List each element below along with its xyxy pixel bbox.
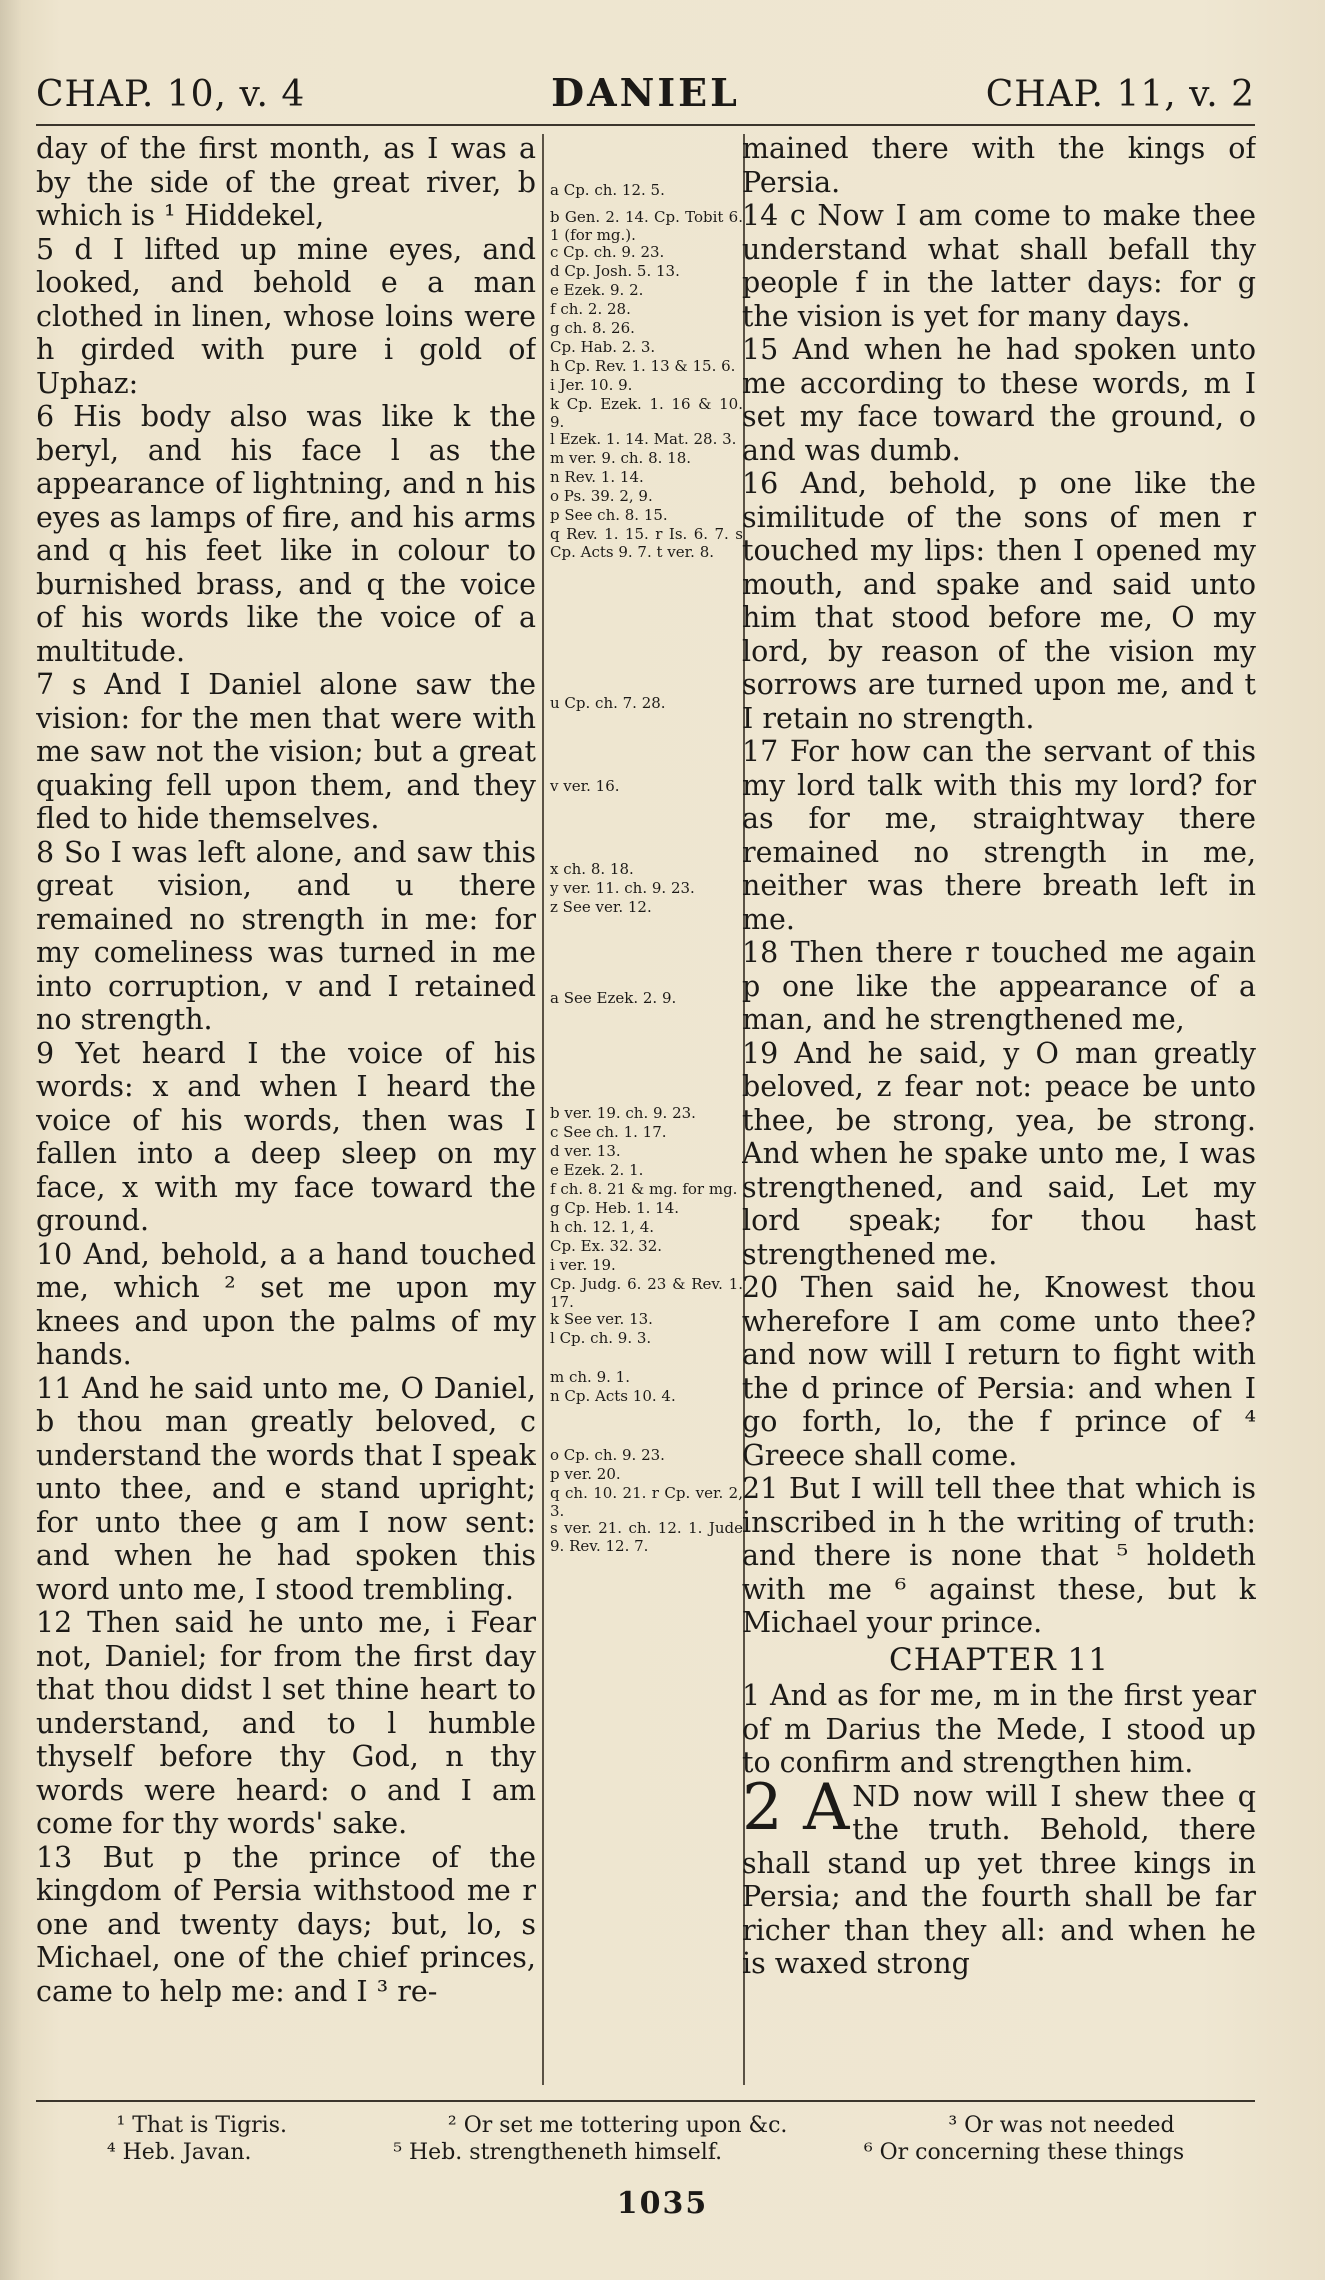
cross-ref: y ver. 11. ch. 9. 23.: [550, 879, 695, 897]
footnote-row: [36, 2112, 1255, 2139]
cross-ref: a Cp. ch. 12. 5.: [550, 181, 665, 199]
header-rule: [36, 124, 1255, 126]
verse-text: 11 And he said unto me, O Daniel, b thou man greatly beloved, c understand the words that I speak unto thee, and e stand upright; for unto thee g am I now sent: and when he had spoken this word unto me, I stood trembling.: [36, 1371, 536, 1606]
verse-text: 6 His body also was like k the beryl, and his face l as the appearance of lightning, and n his eyes as lamps of fire, and his arms and q his feet like in colour to burnished brass, and q the voice of his words like the voice of a multitude.: [36, 400, 536, 668]
cross-ref: h ch. 12. 1, 4.: [550, 1218, 655, 1236]
header-left-ref: CHAP. 10, v. 4: [36, 74, 306, 115]
cross-ref: z See ver. 12.: [550, 898, 652, 916]
cross-ref: g ch. 8. 26.: [550, 319, 635, 337]
cross-ref: k Cp. Ezek. 1. 16 & 10. 9.: [550, 395, 743, 431]
cross-ref: m ver. 9. ch. 8. 18.: [550, 449, 692, 467]
chapter-heading: CHAPTER 11: [889, 1641, 1109, 1678]
verse-text: mained there with the kings of Persia.: [742, 132, 1256, 199]
verse-text: 21 But I will tell thee that which is inscribed in h the writing of truth: and there is none that ⁵ holdeth with me ⁶ against these, but k Michael your prince.: [742, 1472, 1256, 1639]
cross-ref: m ch. 9. 1.: [550, 1368, 630, 1386]
right-text-column: [742, 132, 1256, 2088]
cross-ref: v ver. 16.: [550, 777, 620, 795]
verse-text: 20 Then said he, Knowest thou wherefore I am come unto thee? and now will I return to fight with the d prince of Persia: and when I go forth, lo, the f prince of ⁴ Greece shall come.: [742, 1271, 1256, 1472]
footnote: ² Or set me tottering upon &c.: [447, 2113, 788, 2138]
footnote-rule: [36, 2100, 1255, 2102]
cross-ref: i ver. 19.: [550, 1256, 616, 1274]
cross-ref: n Cp. Acts 10. 4.: [550, 1387, 676, 1405]
footnote: ³ Or was not needed: [948, 2113, 1175, 2138]
page-number: 1035: [616, 2186, 709, 2221]
verse-text: [742, 1770, 1256, 1981]
cross-ref: o Ps. 39. 2, 9.: [550, 487, 653, 505]
footnote: ⁴ Heb. Javan.: [106, 2140, 252, 2165]
cross-ref: Cp. Hab. 2. 3.: [550, 338, 656, 356]
cross-ref: n Rev. 1. 14.: [550, 468, 644, 486]
verse-text: 14 c Now I am come to make thee understand what shall befall thy people f in the latter days: for g the vision is yet for many days.: [742, 199, 1256, 333]
left-text-column: [36, 132, 536, 2088]
header-right-ref: CHAP. 11, v. 2: [985, 74, 1255, 115]
cross-ref: q Rev. 1. 15. r Is. 6. 7. s Cp. Acts 9. 7. t ver. 8.: [550, 525, 743, 561]
verse-text: 16 And, behold, p one like the similitude of the sons of men r touched my lips: then I opened my mouth, and spake and said unto him that stood before me, O my lord, by reason of the vision my sorrows are turned upon me, and t I retain no strength.: [742, 467, 1256, 735]
footnote: ¹ That is Tigris.: [116, 2113, 287, 2138]
cross-ref: b ver. 19. ch. 9. 23.: [550, 1104, 696, 1122]
verse-text: 1 And as for me, m in the first year of m Darius the Mede, I stood up to confirm and strengthen him.: [742, 1679, 1256, 1779]
verse-text: 13 But p the prince of the kingdom of Persia withstood me r one and twenty days; but, lo, s Michael, one of the chief princes, came to help me: and I ³ re-: [36, 1840, 536, 2008]
cross-ref: p ver. 20.: [550, 1465, 621, 1483]
cross-ref: d Cp. Josh. 5. 13.: [550, 262, 680, 280]
verse-text: 12 Then said he unto me, i Fear not, Daniel; for from the first day that thou didst l set thine heart to understand, and to l humble thyself before thy God, n thy words were heard: o and I am come for thy words' sake.: [36, 1606, 536, 1840]
verse-text: 19 And he said, y O man greatly beloved, z fear not: peace be unto thee, be strong, yea, be strong. And when he spake unto me, I was strengthened, and said, Let my lord speak; for thou hast strengthened me.: [742, 1036, 1256, 1271]
verse-text: day of the first month, as I was a by the side of the great river, b which is ¹ Hiddekel,: [36, 132, 536, 232]
cross-ref: Cp. Ex. 32. 32.: [550, 1237, 663, 1255]
cross-ref: f ch. 2. 28.: [550, 300, 631, 318]
footnote-row: [36, 2139, 1255, 2166]
cross-ref: i Jer. 10. 9.: [550, 376, 633, 394]
cross-ref: h Cp. Rev. 1. 13 & 15. 6.: [550, 357, 736, 375]
cross-reference-column: [542, 134, 745, 2085]
cross-ref: q ch. 10. 21. r Cp. ver. 2, 3.: [550, 1484, 743, 1520]
footnote: ⁶ Or concerning these things: [863, 2140, 1185, 2165]
cross-ref: u Cp. ch. 7. 28.: [550, 694, 666, 712]
cross-ref: f ch. 8. 21 & mg. for mg.: [550, 1180, 738, 1198]
cross-ref: s ver. 21. ch. 12. 1. Jude 9. Rev. 12. 7.: [550, 1519, 743, 1555]
cross-ref: b Gen. 2. 14. Cp. Tobit 6. 1 (for mg.).: [550, 208, 743, 244]
verse-text: 5 d I lifted up mine eyes, and looked, and behold e a man clothed in linen, whose loins were h girded with pure i gold of Uphaz:: [36, 232, 536, 400]
cross-ref: g Cp. Heb. 1. 14.: [550, 1199, 680, 1217]
cross-ref: d ver. 13.: [550, 1142, 621, 1160]
book-title: DANIEL: [551, 70, 740, 115]
cross-ref: l Cp. ch. 9. 3.: [550, 1329, 652, 1347]
cross-ref: c Cp. ch. 9. 23.: [550, 243, 665, 261]
cross-ref: k See ver. 13.: [550, 1310, 653, 1328]
cross-ref: o Cp. ch. 9. 23.: [550, 1446, 665, 1464]
cross-ref: l Ezek. 1. 14. Mat. 28. 3.: [550, 430, 737, 448]
page-header: [36, 66, 1255, 126]
cross-ref: e Ezek. 9. 2.: [550, 281, 644, 299]
verse-text: 7 s And I Daniel alone saw the vision: for the men that were with me saw not the vision; but a great quaking fell upon them, and they fled to hide themselves.: [36, 668, 536, 835]
cross-ref: Cp. Judg. 6. 23 & Rev. 1. 17.: [550, 1275, 743, 1311]
verse-text: 18 Then there r touched me again p one like the appearance of a man, and he strengthened me,: [742, 936, 1256, 1036]
verse-text: 9 Yet heard I the voice of his words: x and when I heard the voice of his words, then was I fallen into a deep sleep on my face, x with my face toward the ground.: [36, 1036, 536, 1237]
cross-ref: x ch. 8. 18.: [550, 860, 634, 878]
verse-text: 15 And when he had spoken unto me according to these words, m I set my face toward the ground, o and was dumb.: [742, 333, 1256, 467]
drop-cap: 2 A: [742, 1770, 850, 1845]
footnote: ⁵ Heb. strengtheneth himself.: [393, 2140, 723, 2165]
verse-text-continued: ND now will I shew thee q the truth. Behold, there shall stand up yet three kings in Persia; and the fourth shall be far richer than they all: and when he is waxed strong: [742, 1779, 1256, 1980]
cross-ref: a See Ezek. 2. 9.: [550, 989, 677, 1007]
footnotes: [36, 2112, 1255, 2166]
verse-text: 10 And, behold, a a hand touched me, which ² set me upon my knees and upon the palms of my hands.: [36, 1237, 536, 1371]
verse-text: 17 For how can the servant of this my lord talk with this my lord? for as for me, straightway there remained no strength in me, neither was there breath left in me.: [742, 735, 1256, 936]
cross-ref: p See ch. 8. 15.: [550, 506, 668, 524]
cross-ref: e Ezek. 2. 1.: [550, 1161, 644, 1179]
verse-text: 8 So I was left alone, and saw this great vision, and u there remained no strength in me: for my comeliness was turned in me into corruption, v and I retained no strength.: [36, 835, 536, 1036]
cross-ref: c See ch. 1. 17.: [550, 1123, 667, 1141]
